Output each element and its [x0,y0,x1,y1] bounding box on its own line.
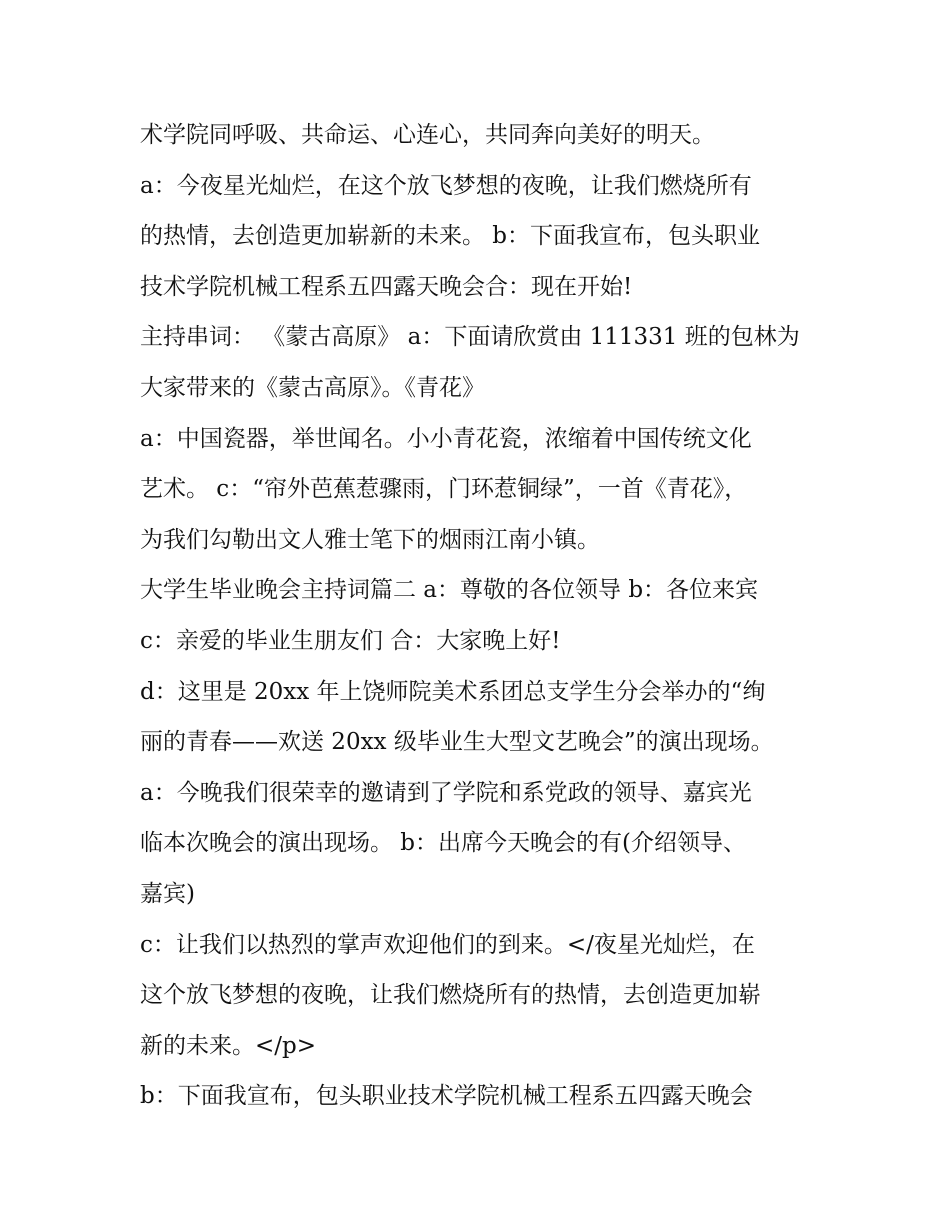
text-line: 艺术。 c：“帘外芭蕉惹骤雨，门环惹铜绿”，一首《青花》， [140,476,748,503]
text-line: a：中国瓷器，举世闻名。小小青花瓷，浓缩着中国传统文化 [140,425,752,452]
text-line: 技术学院机械工程系五四露天晚会合：现在开始! [140,273,633,300]
text-line: 大家带来的《蒙古高原》。《青花》 [140,374,485,401]
text-line: 大学生毕业晚会主持词篇二 a：尊敬的各位领导 b：各位来宾 [140,577,759,604]
text-line: d：这里是 20xx 年上饶师院美术系团总支学生分会举办的“绚 [140,678,766,705]
text-line: c：让我们以热烈的掌声欢迎他们的到来。</夜星光灿烂，在 [140,931,755,958]
text-line: 丽的青春——欢送 20xx 级毕业生大型文艺晚会”的演出现场。 [140,729,774,756]
text-line: 这个放飞梦想的夜晚，让我们燃烧所有的热情，去创造更加崭 [140,982,761,1009]
text-line: 主持串词： 《蒙古高原》 a：下面请欣赏由 111331 班的包林为 [140,324,800,351]
text-line: 的热情，去创造更加崭新的未来。 b：下面我宣布，包头职业 [140,223,761,250]
text-line: c：亲爱的毕业生朋友们 合：大家晚上好! [140,627,561,654]
text-line: a：今夜星光灿烂，在这个放飞梦想的夜晚，让我们燃烧所有 [140,172,752,199]
text-line: 临本次晚会的演出现场。 b：出席今天晚会的有(介绍领导、 [140,830,747,857]
text-line: b：下面我宣布，包头职业技术学院机械工程系五四露天晚会 [140,1083,753,1110]
text-line: a：今晚我们很荣幸的邀请到了学院和系党政的领导、嘉宾光 [140,779,752,806]
text-line: 为我们勾勒出文人雅士笔下的烟雨江南小镇。 [140,526,600,553]
text-line: 新的未来。</p> [140,1032,317,1059]
document-body [140,110,820,1122]
text-line: 术学院同呼吸、共命运、心连心，共同奔向美好的明天。 [140,122,715,148]
text-line: 嘉宾) [140,880,195,907]
